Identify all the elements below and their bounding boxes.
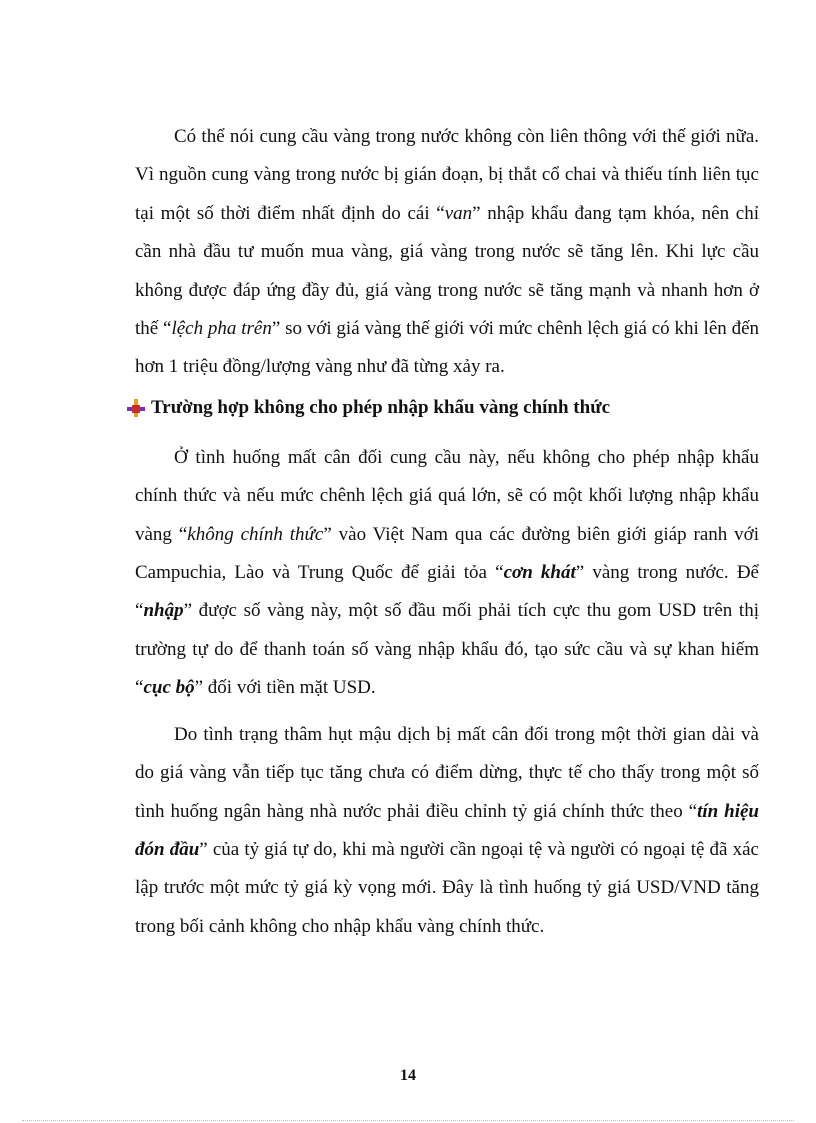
paragraph-3: Do tình trạng thâm hụt mậu dịch bị mất cân đối trong một thời gian dài và do giá vàng vẫn tiếp tục tăng chưa có điểm dừng, thực tế cho thấy trong một số tình huống ngân hàng nhà nước phải điều chỉnh tỷ giá chính thức theo “tín hiệu đón đầu” của tỷ giá tự do, khi mà người cần ngoại tệ và người có ngoại tệ đã xác lập trước một mức tỷ giá kỳ vọng mới. Đây là tình huống tỷ giá USD/VND tăng trong bối cảnh không cho nhập khẩu vàng chính thức. [135, 723, 759, 937]
term-lech-pha-tren: lệch pha trên [171, 318, 272, 340]
term-cuc-bo: cục bộ [143, 677, 195, 699]
section-heading-text: Trường hợp không cho phép nhập khẩu vàng chính thức [151, 396, 611, 418]
term-con-khat: cơn khát [503, 562, 576, 584]
paragraph-2: Ở tình huống mất cân đối cung cầu này, nếu không cho phép nhập khẩu chính thức và nếu mức chênh lệch giá quá lớn, sẽ có một khối lượng nhập khẩu vàng “không chính thức” vào Việt Nam qua các đường biên giới giáp ranh với Campuchia, Lào và Trung Quốc để giải tỏa “cơn khát” vàng trong nước. Để “nhập” được số vàng này, một số đầu mối phải tích cực thu gom USD trên thị trường tự do để thanh toán số vàng nhập khẩu đó, tạo sức cầu và sự khan hiếm “cục bộ” đối với tiền mặt USD. [135, 446, 759, 699]
term-khong-chinh-thuc: không chính thức [187, 523, 324, 545]
document-body [135, 118, 759, 946]
page-number: 14 [400, 1067, 416, 1084]
paragraph-1: Có thể nói cung cầu vàng trong nước không còn liên thông với thế giới nữa. Vì nguồn cung vàng trong nước bị gián đoạn, bị thắt cổ chai và thiếu tính liên tục tại một số thời điểm nhất định do cái “van” nhập khẩu đang tạm khóa, nên chỉ cần nhà đầu tư muốn mua vàng, giá vàng trong nước sẽ tăng lên. Khi lực cầu không được đáp ứng đầy đủ, giá vàng trong nước sẽ tăng mạnh và nhanh hơn ở thế “lệch pha trên” so với giá vàng thế giới với mức chênh lệch giá có khi lên đến hơn 1 triệu đồng/lượng vàng như đã từng xảy ra. [135, 126, 759, 378]
section-heading [127, 389, 759, 427]
term-tin-hieu-don-dau: tín hiệu đón đầu [135, 800, 759, 860]
term-nhap: nhập [143, 600, 184, 622]
four-point-star-bullet-icon [127, 399, 145, 417]
footer-divider [22, 1120, 794, 1121]
term-van: van [444, 202, 473, 224]
